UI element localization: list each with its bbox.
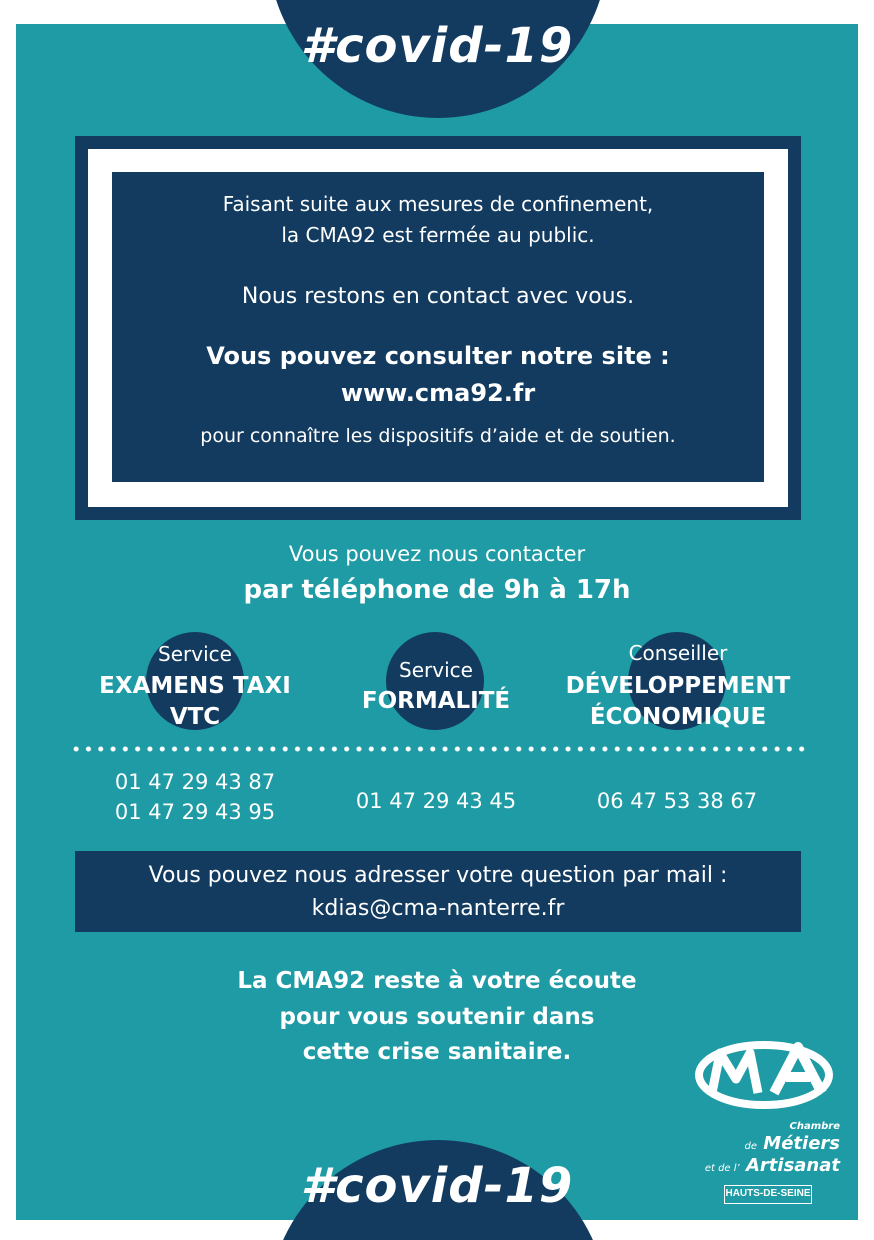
notice-line-2: la CMA92 est fermée au public.: [281, 223, 595, 247]
notice-box: [112, 172, 764, 482]
phone-taxi-2[interactable]: 01 47 29 43 95: [114, 800, 276, 824]
service-label-developpement: Conseiller: [628, 641, 728, 665]
hashtag-title-bottom: #covid-19: [300, 1158, 574, 1214]
logo-metiers-word: Métiers: [763, 1133, 840, 1154]
cma-logo-mark-icon: [690, 1035, 840, 1117]
service-label-formalite: Service: [399, 658, 473, 682]
logo-artisanat: [690, 1155, 840, 1176]
logo-de: de: [744, 1141, 758, 1152]
phone-developpement[interactable]: 06 47 53 38 67: [596, 789, 758, 813]
service-label-taxi: Service: [158, 642, 232, 666]
service-name-developpement-line2: ÉCONOMIQUE: [589, 704, 767, 730]
logo-et-de-l: et de l’: [704, 1163, 740, 1174]
notice-frame: [75, 136, 801, 520]
service-name-taxi-line1: EXAMENS TAXI: [99, 673, 291, 699]
mail-box: [75, 851, 801, 932]
contact-intro: Vous pouvez nous contacter: [288, 542, 586, 566]
service-name-taxi-line2: VTC: [169, 704, 221, 730]
closing-line-3: cette crise sanitaire.: [302, 1039, 572, 1065]
notice-line-3: Nous restons en contact avec vous.: [241, 284, 635, 309]
notice-frame-border: [88, 149, 788, 507]
mail-intro: Vous pouvez nous adresser votre question par mail :: [148, 863, 728, 888]
notice-line-5: pour connaître les dispositifs d’aide et de soutien.: [200, 425, 676, 447]
logo-metiers: [690, 1133, 840, 1154]
website-link[interactable]: www.cma92.fr: [340, 379, 536, 407]
notice-line-4: Vous pouvez consulter notre site :: [206, 342, 670, 370]
cma-logo: [690, 1035, 840, 1215]
dotted-divider: [70, 746, 806, 752]
logo-region-badge: HAUTS-DE-SEINE: [724, 1185, 812, 1204]
phone-formalite[interactable]: 01 47 29 43 45: [355, 789, 517, 813]
service-name-developpement-line1: DÉVELOPPEMENT: [565, 673, 791, 699]
closing-line-2: pour vous soutenir dans: [279, 1004, 595, 1030]
service-name-formalite: FORMALITÉ: [361, 688, 511, 714]
contact-hours: par téléphone de 9h à 17h: [243, 575, 631, 605]
hashtag-title-top: #covid-19: [300, 18, 574, 74]
mail-address-link[interactable]: kdias@cma-nanterre.fr: [311, 896, 565, 921]
logo-artisanat-word: Artisanat: [745, 1155, 840, 1176]
notice-line-1: Faisant suite aux mesures de confinement,: [222, 192, 654, 216]
phone-taxi-1[interactable]: 01 47 29 43 87: [114, 770, 276, 794]
logo-chambre: Chambre: [789, 1121, 840, 1132]
closing-line-1: La CMA92 reste à votre écoute: [237, 968, 637, 994]
